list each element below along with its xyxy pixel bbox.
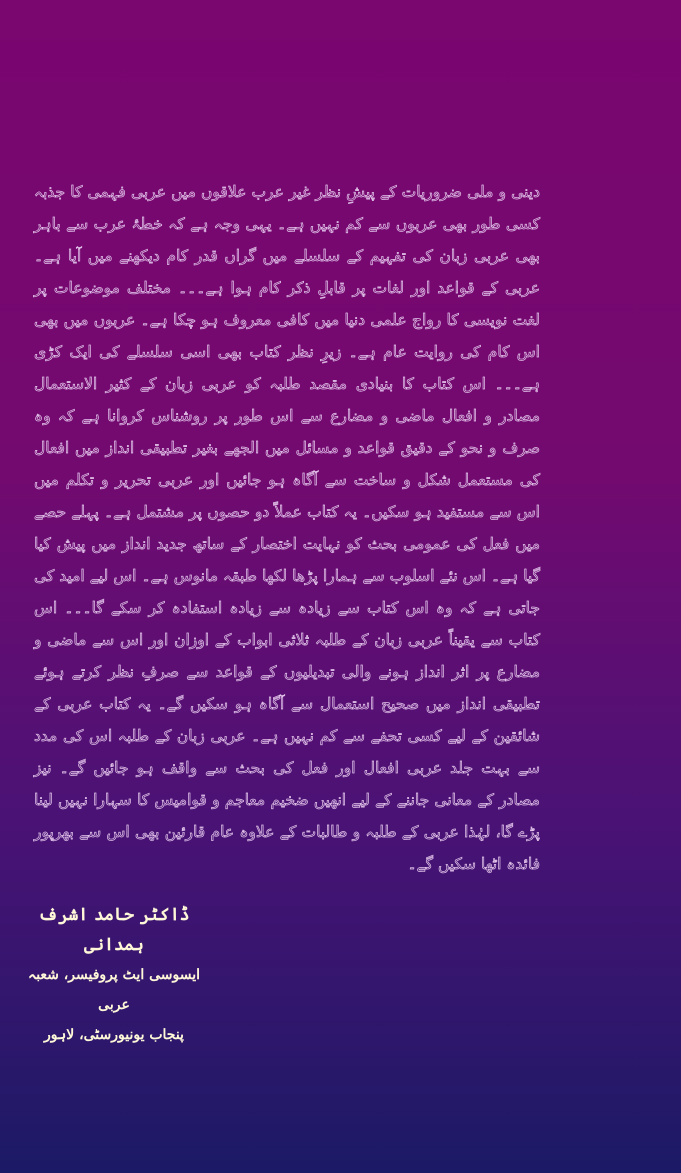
author-institution: پنجاب یونیورسٹی، لاہور — [44, 1027, 184, 1043]
author-name: ڈاکٹر حامد اشرف ہمدانی — [38, 905, 190, 955]
author-title: ایسوسی ایٹ پروفیسر، شعبہ عربی — [27, 967, 200, 1013]
foreword-paragraph: دینی و ملی ضروریات کے پیشِ نظر غیر عرب علاقوں میں عربی فہمی کا جذبہ کسی طور بھی عربوں سے کم نہیں ہے۔ یہی وجہ ہے کہ خطۂ عرب سے باہر بھی عربی زبان کی تفہیم کے سلسلے میں گراں قدر کام دیکھنے میں آیا ہے۔ عربی کے قواعد اور لغات پر قابلِ ذکر کام ہوا ہے۔۔۔ مختلف موضوعات پر لغت نویسی کا رواج علمی دنیا میں کافی معروف ہو چکا ہے۔ عربوں میں بھی اس کام کی روایت عام ہے۔ زیرِ نظر کتاب بھی اسی سلسلے کی ایک کڑی ہے۔۔۔ اس کتاب کا بنیادی مقصد طلبہ کو عربی زبان کے کثیر الاستعمال مصادر و افعال ماضی و مضارع سے اس طور پر روشناس کروانا ہے کہ وہ صرف و نحو کے دقیق قواعد و مسائل میں الجھے بغیر تطبیقی انداز میں افعال کی مستعمل شکل و ساخت سے آگاہ ہو جائیں اور عربی تحریر و تکلم میں اس سے مستفید ہو سکیں۔ یہ کتاب عملاً دو حصوں پر مشتمل ہے۔ پہلے حصے میں فعل کی عمومی بحث کو نہایت اختصار کے ساتھ جدید انداز میں پیش کیا گیا ہے۔ اس نئے اسلوب سے ہمارا پڑھا لکھا طبقہ مانوس ہے۔ اس لیے امید کی جاتی ہے کہ وہ اس کتاب سے زیادہ سے زیادہ استفادہ کر سکے گا۔۔۔ اس کتاب سے یقیناً عربی زبان کے طلبہ ثلاثی ابواب کے اوزان اور اس سے ماضی و مضارع پر اثر انداز ہونے والی تبدیلیوں کے قواعد سے صرفِ نظر کرتے ہوئے تطبیقی انداز میں صحیح استعمال سے آگاہ ہو سکیں گے۔ یہ کتاب عربی کے شائقین کے لیے کسی تحفے سے کم نہیں ہے۔ عربی زبان کے طلبہ اس کی مدد سے بہت جلد عربی افعال اور فعل کی بحث سے واقف ہو جائیں گے۔ نیز مصادر کے معانی جاننے کے لیے انھیں ضخیم معاجم و قوامیس کا سہارا نہیں لینا پڑے گا، لہٰذا عربی کے طلبہ و طالبات کے علاوہ عام قارئین بھی اس سے بھرپور فائدہ اٹھا سکیں گے۔ — [34, 183, 540, 873]
author-signature-block — [14, 900, 214, 1050]
